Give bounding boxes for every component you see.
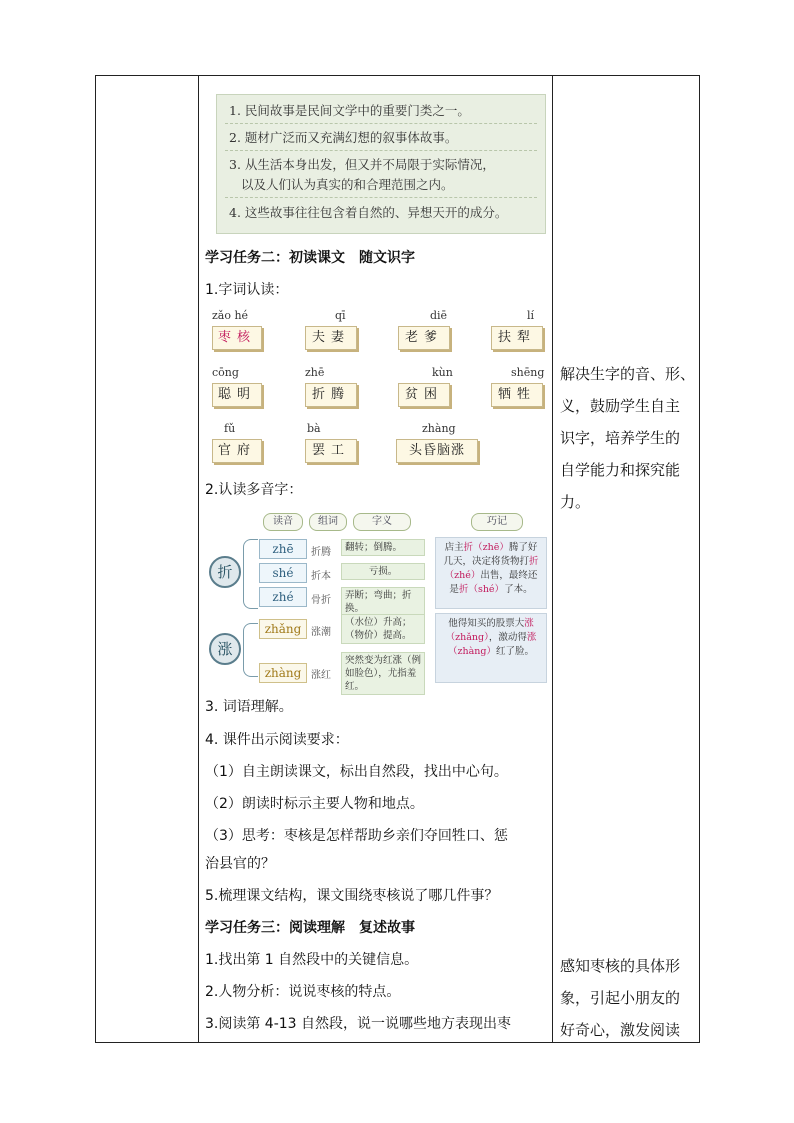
polyphone-char-zhe: 折 <box>209 556 241 588</box>
word-pinyin: fǔ <box>224 422 236 435</box>
task2-step1: 1.字词认读： <box>205 282 289 298</box>
folk-story-definition-board <box>216 94 546 234</box>
design-note: 感知枣核的具体形 象，引起小朋友的 好奇心，激发阅读 <box>560 957 681 1039</box>
task2-step4: 4. 课件出示阅读要求： <box>205 732 349 748</box>
word-text: 官府 <box>212 439 262 463</box>
memory-tip-zhe: 店主折（zhē）腾了好几天，决定将货物打折（zhé）出售，最终还是折（shé）了本。 <box>435 537 547 609</box>
reading-meaning: 翻转；倒腾。 <box>341 539 425 556</box>
word-text: 牺牲 <box>491 383 543 407</box>
header-meaning: 字义 <box>353 513 411 531</box>
word-pinyin: kùn <box>432 366 453 379</box>
design-note: 解决生字的音、形、 义，鼓励学生自主 识字，培养学生的 自学能力和探究能 力。 <box>560 365 696 511</box>
reading-meaning: 弄断；弯曲；折换。 <box>341 587 425 617</box>
word-text: 折腾 <box>305 383 357 407</box>
reading-pinyin: zhǎng <box>259 619 307 639</box>
board-line: 以及人们认为真实的和合理范围之内。 <box>241 177 454 192</box>
task3-step2: 2.人物分析：说说枣核的特点。 <box>205 984 401 1000</box>
word-pinyin: zhàng <box>422 422 456 435</box>
reading-word: 涨潮 <box>311 627 331 638</box>
reading-meaning: 突然变为红涨（例如脸色），尤指羞红。 <box>341 652 425 695</box>
task3-step3: 3.阅读第 4-13 自然段，说一说哪些地方表现出枣 <box>205 1016 512 1032</box>
reading-pinyin: zhàng <box>259 663 307 683</box>
word-text: 贫困 <box>398 383 450 407</box>
lesson-process-column <box>199 76 552 1042</box>
word-pinyin: zǎo hé <box>212 309 249 322</box>
word-pinyin: diē <box>430 309 448 322</box>
polyphone-diagram <box>207 513 549 692</box>
word-text: 老爹 <box>398 326 450 350</box>
word-text: 夫妻 <box>305 326 357 350</box>
task2-step5: 5.梳理课文结构，课文围绕枣核说了哪几件事？ <box>205 888 499 904</box>
reading-word: 折本 <box>311 571 331 582</box>
header-reading: 读音 <box>263 513 303 531</box>
reading-word: 涨红 <box>311 670 331 681</box>
word-text: 罢工 <box>305 439 357 463</box>
polyphone-char-zhang: 涨 <box>209 633 241 665</box>
word-pinyin: qī <box>335 309 346 322</box>
board-line: 1. 民间故事是民间文学中的重要门类之一。 <box>229 103 470 118</box>
word-text: 聪明 <box>212 383 262 407</box>
design-intent-column <box>553 76 699 1042</box>
reading-requirement: （1）自主朗读课文，标出自然段，找出中心句。 <box>205 764 508 780</box>
lesson-table <box>95 75 700 1043</box>
reading-meaning: （水位）升高；（物价）提高。 <box>341 614 425 644</box>
task3-step1: 1.找出第 1 自然段中的关键信息。 <box>205 952 419 968</box>
word-text: 头昏脑涨 <box>396 439 478 463</box>
header-memory-tip: 巧记 <box>471 513 523 531</box>
word-pinyin: lí <box>527 309 535 322</box>
reading-pinyin: zhé <box>259 587 307 607</box>
reading-requirement: （3）思考：枣核是怎样帮助乡亲们夺回牲口、惩 <box>205 828 508 844</box>
word-text: 扶犁 <box>491 326 543 350</box>
task2-step3: 3. 词语理解。 <box>205 699 293 715</box>
reading-meaning: 亏损。 <box>341 563 425 580</box>
word-pinyin: bà <box>307 422 321 435</box>
reading-requirement: 治县官的？ <box>205 856 275 872</box>
board-line: 2. 题材广泛而又充满幻想的叙事体故事。 <box>229 130 458 145</box>
word-text: 枣核 <box>212 326 262 350</box>
reading-word: 折腾 <box>311 547 331 558</box>
reading-word: 骨折 <box>311 595 331 606</box>
memory-tip-zhang: 他得知买的股票大涨（zhǎng），激动得涨（zhàng）红了脸。 <box>435 613 547 683</box>
board-line: 3. 从生活本身出发，但又并不局限于实际情况， <box>229 157 495 172</box>
header-word: 组词 <box>309 513 347 531</box>
task3-title: 学习任务三：阅读理解 复述故事 <box>205 920 415 936</box>
word-pinyin: zhē <box>305 366 325 379</box>
task2-step2: 2.认读多音字： <box>205 482 303 498</box>
board-line: 4. 这些故事往往包含着自然的、异想天开的成分。 <box>229 205 508 220</box>
reading-pinyin: zhē <box>259 539 307 559</box>
word-pinyin: cōng <box>212 366 239 379</box>
task2-title: 学习任务二：初读课文 随文识字 <box>205 250 415 266</box>
word-pinyin: shēng <box>511 366 545 379</box>
reading-requirement: （2）朗读时标示主要人物和地点。 <box>205 796 424 812</box>
reading-pinyin: shé <box>259 563 307 583</box>
